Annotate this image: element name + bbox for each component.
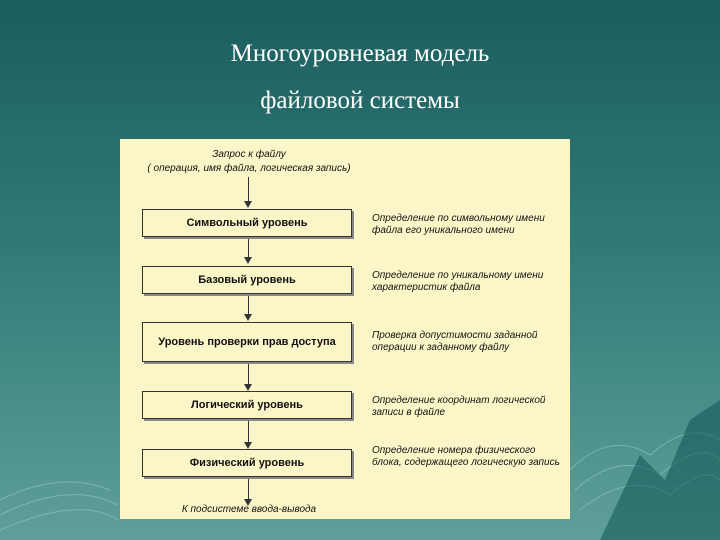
level-box-base: Базовый уровень <box>142 266 352 294</box>
level-description-base: Определение по уникальному имени характеристик файла <box>372 270 544 293</box>
level-box-access-check: Уровень проверки прав доступа <box>142 322 352 362</box>
connector-line <box>248 177 249 201</box>
request-title: Запрос к файлу <box>212 149 286 160</box>
level-description-physical: Определение номера физического блока, содержащего логическую запись <box>372 445 560 468</box>
connector-line <box>248 363 249 384</box>
diagram-panel <box>120 139 570 519</box>
connector-line <box>248 477 249 499</box>
level-box-symbolic: Символьный уровень <box>142 209 352 237</box>
level-box-logical: Логический уровень <box>142 391 352 419</box>
level-description-access-check: Проверка допустимости заданной операции к заданному файлу <box>372 330 538 353</box>
level-box-physical: Физический уровень <box>142 449 352 477</box>
slide-title-line-2: файловой системы <box>260 87 460 114</box>
slide-title-line-1: Многоуровневая модель <box>230 40 490 67</box>
arrow-down-icon <box>244 201 252 208</box>
io-subsystem-label: К подсистеме ввода-вывода <box>181 504 317 515</box>
connector-line <box>248 294 249 314</box>
arrow-down-icon <box>244 442 252 449</box>
arrow-down-icon <box>244 314 252 321</box>
connector-line <box>248 419 249 442</box>
arrow-down-icon <box>244 257 252 264</box>
level-description-logical: Определение координат логической записи в файле <box>372 395 546 418</box>
request-params: ( операция, имя файла, логическая запись) <box>147 163 351 174</box>
level-description-symbolic: Определение по символьному имени файла его уникального имени <box>372 213 545 236</box>
arrow-down-icon <box>244 384 252 391</box>
connector-line <box>248 238 249 257</box>
